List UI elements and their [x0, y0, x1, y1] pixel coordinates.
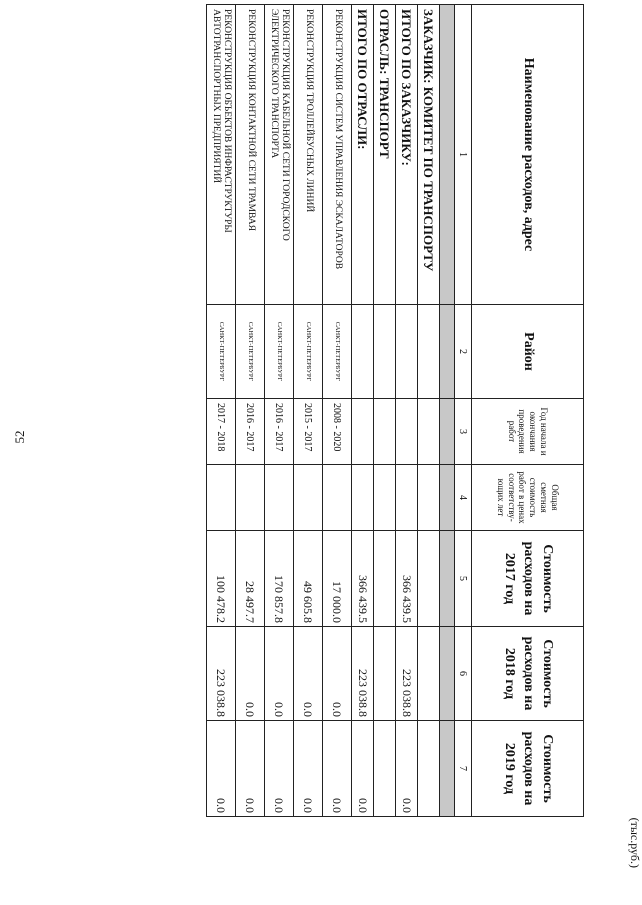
- row-district: САНКТ-ПЕТЕРБУРГ: [236, 305, 265, 399]
- row-cost-2018: 0.0: [323, 627, 352, 721]
- row-cost-2017: 366 439.5: [352, 531, 374, 627]
- row-name: ИТОГО ПО ОТРАСЛИ:: [352, 5, 374, 305]
- row-years: [396, 399, 418, 465]
- row-district: САНКТ-ПЕТЕРБУРГ: [265, 305, 294, 399]
- column-number: 1: [455, 5, 472, 305]
- row-name: РЕКОНСТРУКЦИЯ СИСТЕМ УПРАВЛЕНИЯ ЭСКАЛАТОРОВ: [323, 5, 352, 305]
- group-row: [374, 5, 396, 817]
- table-row: [294, 5, 323, 817]
- row-years: 2017 - 2018: [207, 399, 236, 465]
- row-cost-2019: [374, 721, 396, 817]
- row-name: ОТРАСЛЬ: ТРАНСПОРТ: [374, 5, 396, 305]
- row-total-cost: [294, 465, 323, 531]
- row-total-cost: [352, 465, 374, 531]
- separator-cell: [440, 5, 455, 305]
- row-total-cost: [374, 465, 396, 531]
- column-number: 7: [455, 721, 472, 817]
- row-name: РЕКОНСТРУКЦИЯ КАБЕЛЬНОЙ СЕТИ ГОРОДСКОГО ЭЛЕКТРИЧЕСКОГО ТРАНСПОРТА: [265, 5, 294, 305]
- row-cost-2017: 100 478.2: [207, 531, 236, 627]
- row-cost-2019: 0.0: [207, 721, 236, 817]
- row-cost-2019: 0.0: [352, 721, 374, 817]
- separator-row: [440, 5, 455, 817]
- row-district: [418, 305, 440, 399]
- header-name: Наименование расходов, адрес: [472, 5, 584, 305]
- row-cost-2018: 0.0: [294, 627, 323, 721]
- row-cost-2018: 223 038.8: [396, 627, 418, 721]
- header-row: [472, 5, 584, 817]
- row-district: [374, 305, 396, 399]
- row-district: САНКТ-ПЕТЕРБУРГ: [294, 305, 323, 399]
- row-cost-2019: 0.0: [323, 721, 352, 817]
- row-cost-2019: 0.0: [294, 721, 323, 817]
- row-cost-2017: 366 439.5: [396, 531, 418, 627]
- row-name: РЕКОНСТРУКЦИЯ ОБЪЕКТОВ ИНФРАСТРУКТУРЫ АВТОТРАНСПОРТНЫХ ПРЕДПРИЯТИЙ: [207, 5, 236, 305]
- row-cost-2018: [418, 627, 440, 721]
- table-row: [265, 5, 294, 817]
- header-years: Год начала и окончания проведения работ: [472, 399, 584, 465]
- row-cost-2018: 223 038.8: [352, 627, 374, 721]
- row-cost-2018: [374, 627, 396, 721]
- row-cost-2019: 0.0: [396, 721, 418, 817]
- row-name: ЗАКАЗЧИК: КОМИТЕТ ПО ТРАНСПОРТУ: [418, 5, 440, 305]
- table-row: [207, 5, 236, 817]
- row-total-cost: [396, 465, 418, 531]
- page-number: 52: [12, 430, 27, 444]
- group-row: [418, 5, 440, 817]
- separator-cell: [440, 721, 455, 817]
- group-row: [396, 5, 418, 817]
- row-cost-2018: 0.0: [265, 627, 294, 721]
- units-label: (тыс.руб.): [628, 817, 642, 868]
- column-number: 3: [455, 399, 472, 465]
- column-number: 2: [455, 305, 472, 399]
- row-years: [374, 399, 396, 465]
- row-cost-2017: 28 497.7: [236, 531, 265, 627]
- separator-cell: [440, 627, 455, 721]
- header-cost-2017: Стоимость расходов на 2017 год: [472, 531, 584, 627]
- row-total-cost: [265, 465, 294, 531]
- row-years: 2008 - 2020: [323, 399, 352, 465]
- row-cost-2017: [418, 531, 440, 627]
- row-years: [418, 399, 440, 465]
- row-total-cost: [418, 465, 440, 531]
- row-name: ИТОГО ПО ЗАКАЗЧИКУ:: [396, 5, 418, 305]
- expenses-table: [206, 4, 584, 817]
- row-district: [396, 305, 418, 399]
- row-cost-2019: 0.0: [236, 721, 265, 817]
- row-years: [352, 399, 374, 465]
- group-row: [352, 5, 374, 817]
- column-number-row: [455, 5, 472, 817]
- row-cost-2017: 17 000.0: [323, 531, 352, 627]
- table-row: [236, 5, 265, 817]
- separator-cell: [440, 399, 455, 465]
- row-total-cost: [207, 465, 236, 531]
- row-cost-2017: 170 857.8: [265, 531, 294, 627]
- header-total-cost: Общая сметная стоимость работ в ценах соответству-ющих лет: [472, 465, 584, 531]
- header-cost-2019: Стоимость расходов на 2019 год: [472, 721, 584, 817]
- row-years: 2016 - 2017: [236, 399, 265, 465]
- separator-cell: [440, 305, 455, 399]
- header-cost-2018: Стоимость расходов на 2018 год: [472, 627, 584, 721]
- header-district: Район: [472, 305, 584, 399]
- row-name: РЕКОНСТРУКЦИЯ КОНТАКТНОЙ СЕТИ ТРАМВАЯ: [236, 5, 265, 305]
- row-district: САНКТ-ПЕТЕРБУРГ: [207, 305, 236, 399]
- separator-cell: [440, 531, 455, 627]
- row-cost-2018: 223 038.8: [207, 627, 236, 721]
- row-years: 2015 - 2017: [294, 399, 323, 465]
- row-cost-2018: 0.0: [236, 627, 265, 721]
- row-name: РЕКОНСТРУКЦИЯ ТРОЛЛЕЙБУСНЫХ ЛИНИЙ: [294, 5, 323, 305]
- row-total-cost: [323, 465, 352, 531]
- table-row: [323, 5, 352, 817]
- rotated-document: [42, 4, 642, 876]
- row-total-cost: [236, 465, 265, 531]
- row-district: САНКТ-ПЕТЕРБУРГ: [323, 305, 352, 399]
- column-number: 4: [455, 465, 472, 531]
- column-number: 5: [455, 531, 472, 627]
- row-cost-2019: [418, 721, 440, 817]
- separator-cell: [440, 465, 455, 531]
- row-cost-2017: [374, 531, 396, 627]
- row-cost-2017: 49 605.8: [294, 531, 323, 627]
- row-district: [352, 305, 374, 399]
- row-cost-2019: 0.0: [265, 721, 294, 817]
- row-years: 2016 - 2017: [265, 399, 294, 465]
- column-number: 6: [455, 627, 472, 721]
